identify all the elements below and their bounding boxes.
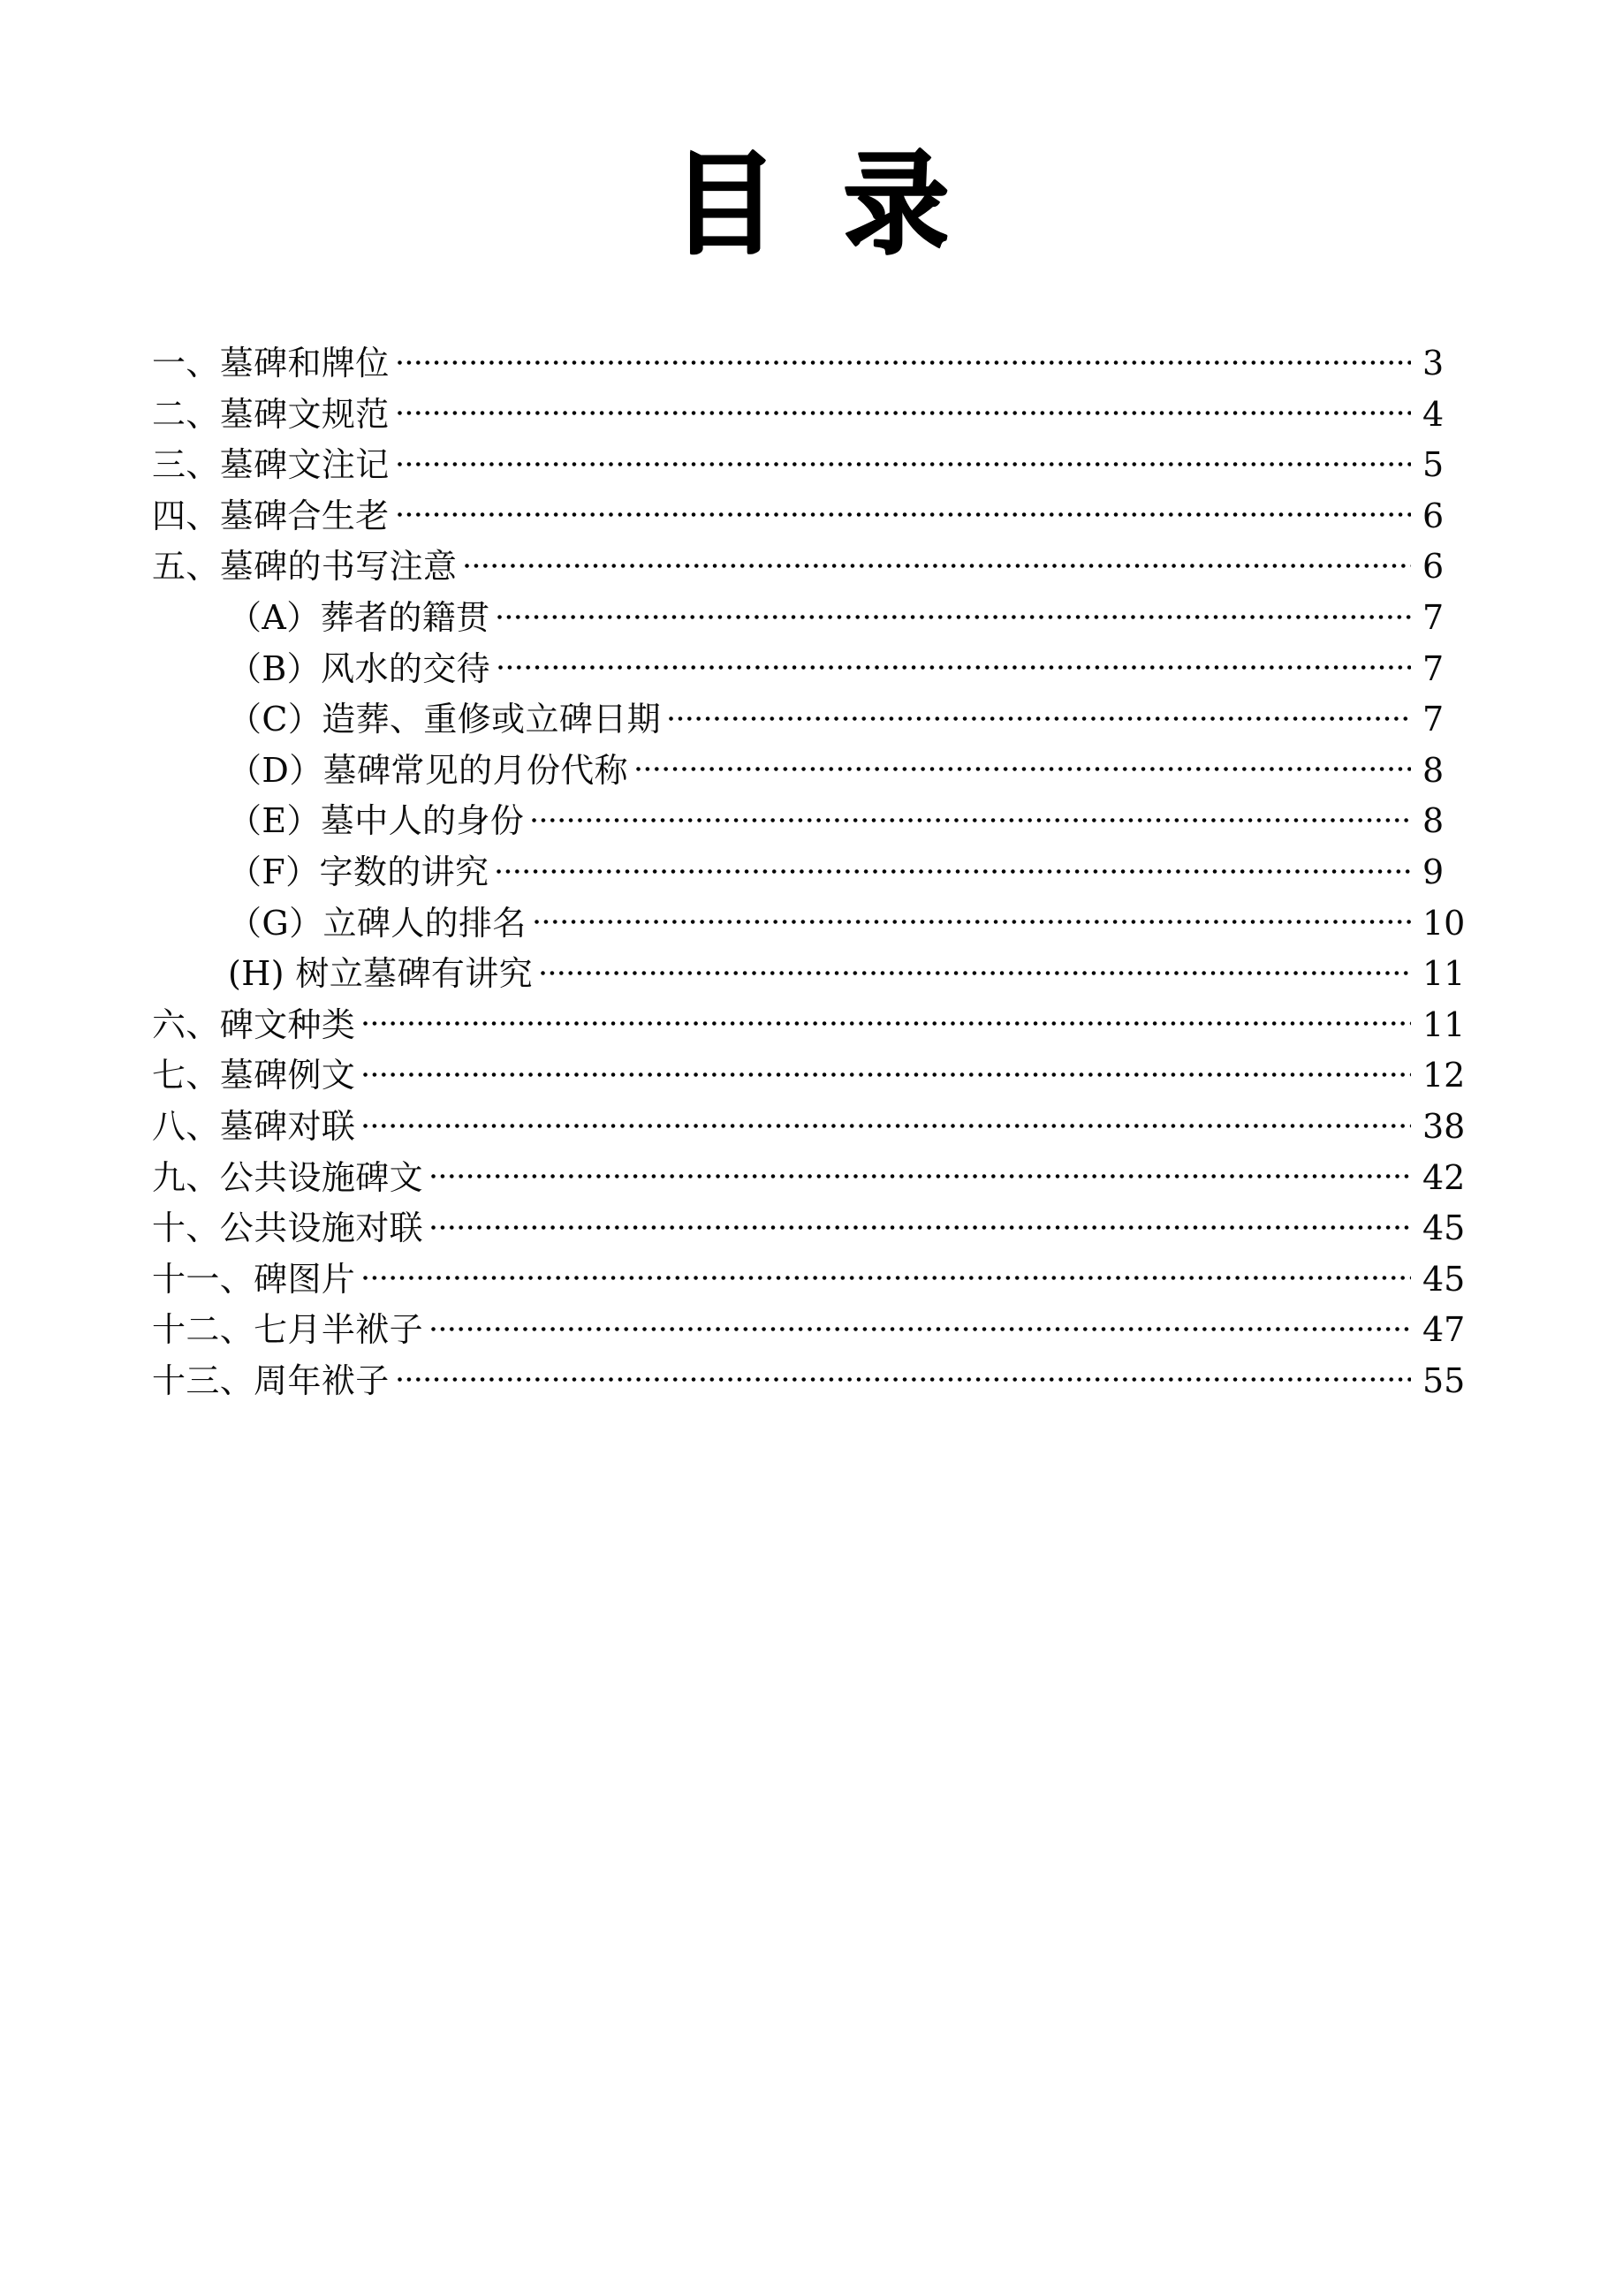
toc-entry-label: 七、墓碑例文 [152, 1056, 356, 1095]
toc-entry[interactable] [152, 338, 1488, 390]
toc-page-number: 8 [1422, 801, 1445, 841]
toc-dot-leader [398, 341, 1411, 375]
toc-entry-label: 四、墓碑合生老 [152, 496, 390, 535]
toc-page-number: 42 [1422, 1157, 1466, 1197]
toc-page-number: 8 [1422, 750, 1445, 790]
toc-entry[interactable] [152, 1000, 1488, 1051]
toc-page-number: 4 [1422, 394, 1445, 434]
toc-entry-label: 八、墓碑对联 [152, 1106, 356, 1146]
toc-entry-label: 一、墓碑和牌位 [152, 344, 390, 383]
toc-dot-leader [669, 697, 1411, 731]
toc-dot-leader [363, 1257, 1411, 1291]
toc-entry[interactable] [152, 898, 1488, 950]
toc-dot-leader [398, 443, 1411, 476]
toc-dot-leader [398, 392, 1411, 426]
toc-dot-leader [363, 1003, 1411, 1036]
toc-entry[interactable] [152, 1050, 1488, 1102]
toc-entry[interactable] [152, 1102, 1488, 1153]
toc-entry-label: 十二、七月半袱子 [152, 1310, 424, 1350]
toc-page-number: 7 [1422, 648, 1445, 688]
toc-entry-label: （F）字数的讲究 [228, 852, 489, 891]
toc-entry[interactable] [152, 593, 1488, 644]
toc-dot-leader [363, 1104, 1411, 1138]
toc-dot-leader [431, 1156, 1411, 1189]
toc-page-number: 45 [1422, 1259, 1466, 1299]
toc-entry[interactable] [152, 542, 1488, 593]
toc-page-number: 11 [1422, 1004, 1466, 1044]
toc-page-number: 47 [1422, 1310, 1466, 1350]
toc-entry[interactable] [152, 746, 1488, 797]
toc-entry-label: （D）墓碑常见的月份代称 [228, 750, 629, 790]
toc-entry-label: （G）立碑人的排名 [228, 903, 527, 943]
toc-entry-label: 十三、周年袱子 [152, 1360, 390, 1400]
toc-dot-leader [636, 748, 1411, 782]
toc-dot-leader [363, 1053, 1411, 1087]
toc-entry-label: 六、碑文种类 [152, 1004, 356, 1044]
toc-page-number: 6 [1422, 496, 1445, 535]
toc-page-number: 45 [1422, 1209, 1466, 1248]
toc-dot-leader [498, 647, 1411, 680]
toc-page-number: 9 [1422, 852, 1445, 891]
toc-entry-label: 九、公共设施碑文 [152, 1157, 424, 1197]
toc-entry[interactable] [152, 440, 1488, 491]
toc-page-number: 12 [1422, 1056, 1466, 1095]
toc-entry[interactable] [152, 1356, 1488, 1407]
toc-dot-leader [398, 494, 1411, 527]
toc-dot-leader [398, 1359, 1411, 1392]
toc-entry[interactable] [152, 390, 1488, 441]
toc-dot-leader [465, 544, 1411, 578]
toc-page-number: 55 [1422, 1360, 1466, 1400]
toc-entry-label: （C）造葬、重修或立碑日期 [228, 700, 662, 739]
toc-title-text [672, 139, 951, 269]
toc-page-number: 6 [1422, 547, 1445, 587]
toc-dot-leader [541, 951, 1411, 985]
toc-entry-label: 五、墓碑的书写注意 [152, 547, 458, 587]
toc-entry-label: 三、墓碑文注记 [152, 445, 390, 485]
toc-entry[interactable] [152, 796, 1488, 847]
toc-dot-leader [431, 1206, 1411, 1239]
title-char-lu: 录 [844, 139, 951, 269]
toc-entry-label: 二、墓碑文规范 [152, 394, 390, 434]
toc-entry-label: （E）墓中人的身份 [228, 801, 525, 841]
page-title [0, 139, 1623, 269]
title-char-mu: 目 [672, 139, 779, 269]
table-of-contents [152, 338, 1488, 1406]
toc-entry[interactable] [152, 644, 1488, 695]
toc-page-number: 7 [1422, 597, 1445, 637]
toc-entry[interactable] [152, 694, 1488, 746]
toc-dot-leader [497, 850, 1411, 883]
toc-entry[interactable] [152, 847, 1488, 898]
toc-page-number: 11 [1422, 954, 1466, 994]
toc-dot-leader [535, 901, 1411, 935]
toc-entry-label: （B）风水的交待 [228, 648, 490, 688]
toc-entry[interactable] [152, 1153, 1488, 1204]
toc-entry[interactable] [152, 1305, 1488, 1356]
toc-entry-label: 十一、碑图片 [152, 1259, 356, 1299]
toc-entry-label: (H) 树立墓碑有讲究 [228, 954, 534, 994]
toc-page-number: 38 [1422, 1106, 1466, 1146]
toc-dot-leader [431, 1307, 1411, 1341]
toc-page-number: 7 [1422, 700, 1445, 739]
toc-entry-label: 十、公共设施对联 [152, 1209, 424, 1248]
toc-entry[interactable] [152, 1254, 1488, 1306]
toc-dot-leader [532, 799, 1411, 832]
toc-page-number: 3 [1422, 344, 1445, 383]
toc-entry[interactable] [152, 949, 1488, 1000]
toc-page-number: 10 [1422, 903, 1466, 943]
toc-dot-leader [497, 595, 1411, 629]
toc-entry[interactable] [152, 491, 1488, 542]
toc-page-number: 5 [1422, 445, 1445, 485]
toc-entry[interactable] [152, 1203, 1488, 1254]
toc-entry-label: （A）葬者的籍贯 [228, 597, 490, 637]
